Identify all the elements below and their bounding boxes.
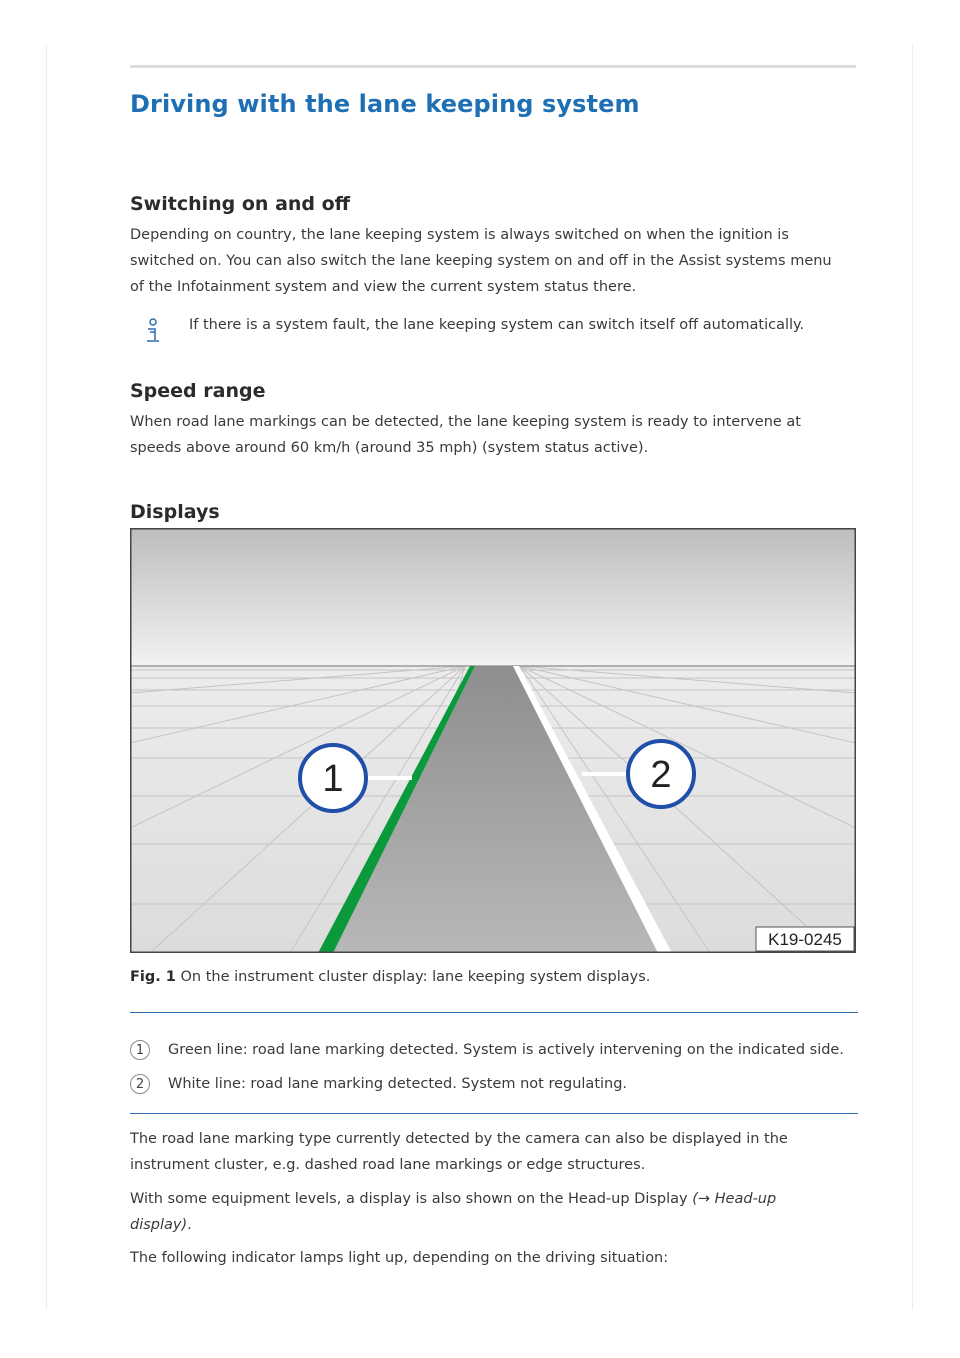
page-margin-right — [912, 45, 913, 1310]
head-up-display-link[interactable]: (→ Head-up — [692, 1191, 777, 1207]
paragraph-head-up: With some equipment levels, a display is also shown on the Head-up Display (→ Head-up display). — [130, 1191, 777, 1233]
callout-1-label: 1 — [322, 758, 344, 800]
legend-divider-top — [130, 1012, 858, 1013]
note-system-fault: If there is a system fault, the lane keeping system can switch itself off automatically. — [189, 317, 805, 333]
page-margin-left — [46, 45, 47, 1310]
head-up-display-link-cont[interactable]: display) — [130, 1217, 188, 1233]
info-icon — [143, 318, 163, 344]
heading-switching: Switching on and off — [130, 193, 351, 215]
heading-displays: Displays — [130, 501, 220, 523]
lane-keeping-figure — [130, 528, 856, 953]
paragraph-switching: Depending on country, the lane keeping system is always switched on when the ignition is switched on. You can also switch the lane keeping system on and off in the Assist systems menu of the Infotainment system and view the current system status there. — [130, 227, 832, 295]
paragraph-marking-type: The road lane marking type currently detected by the camera can also be displayed in the instrument cluster, e.g. dashed road lane markings or edge structures. — [130, 1131, 788, 1173]
legend-item — [130, 1040, 844, 1060]
figure-caption: Fig. 1 On the instrument cluster display: lane keeping system displays. — [130, 969, 651, 985]
callout-2-label: 2 — [650, 754, 672, 796]
legend-number: 1 — [130, 1040, 150, 1060]
page-title: Driving with the lane keeping system — [130, 90, 640, 118]
sky — [130, 528, 856, 666]
legend-text: Green line: road lane marking detected. System is actively intervening on the indicated side. — [168, 1042, 844, 1058]
legend-divider-bottom — [130, 1113, 858, 1114]
legend-number: 2 — [130, 1074, 150, 1094]
paragraph-indicator-lamps: The following indicator lamps light up, depending on the driving situation: — [130, 1250, 669, 1266]
top-divider — [130, 65, 856, 68]
image-code: K19-0245 — [768, 930, 842, 949]
legend-item — [130, 1074, 627, 1094]
legend-text: White line: road lane marking detected. System not regulating. — [168, 1076, 628, 1092]
heading-speed-range: Speed range — [130, 380, 266, 402]
paragraph-speed: When road lane markings can be detected, the lane keeping system is ready to intervene at speeds above around 60 km/h (around 35 mph) (system status active). — [130, 414, 801, 456]
